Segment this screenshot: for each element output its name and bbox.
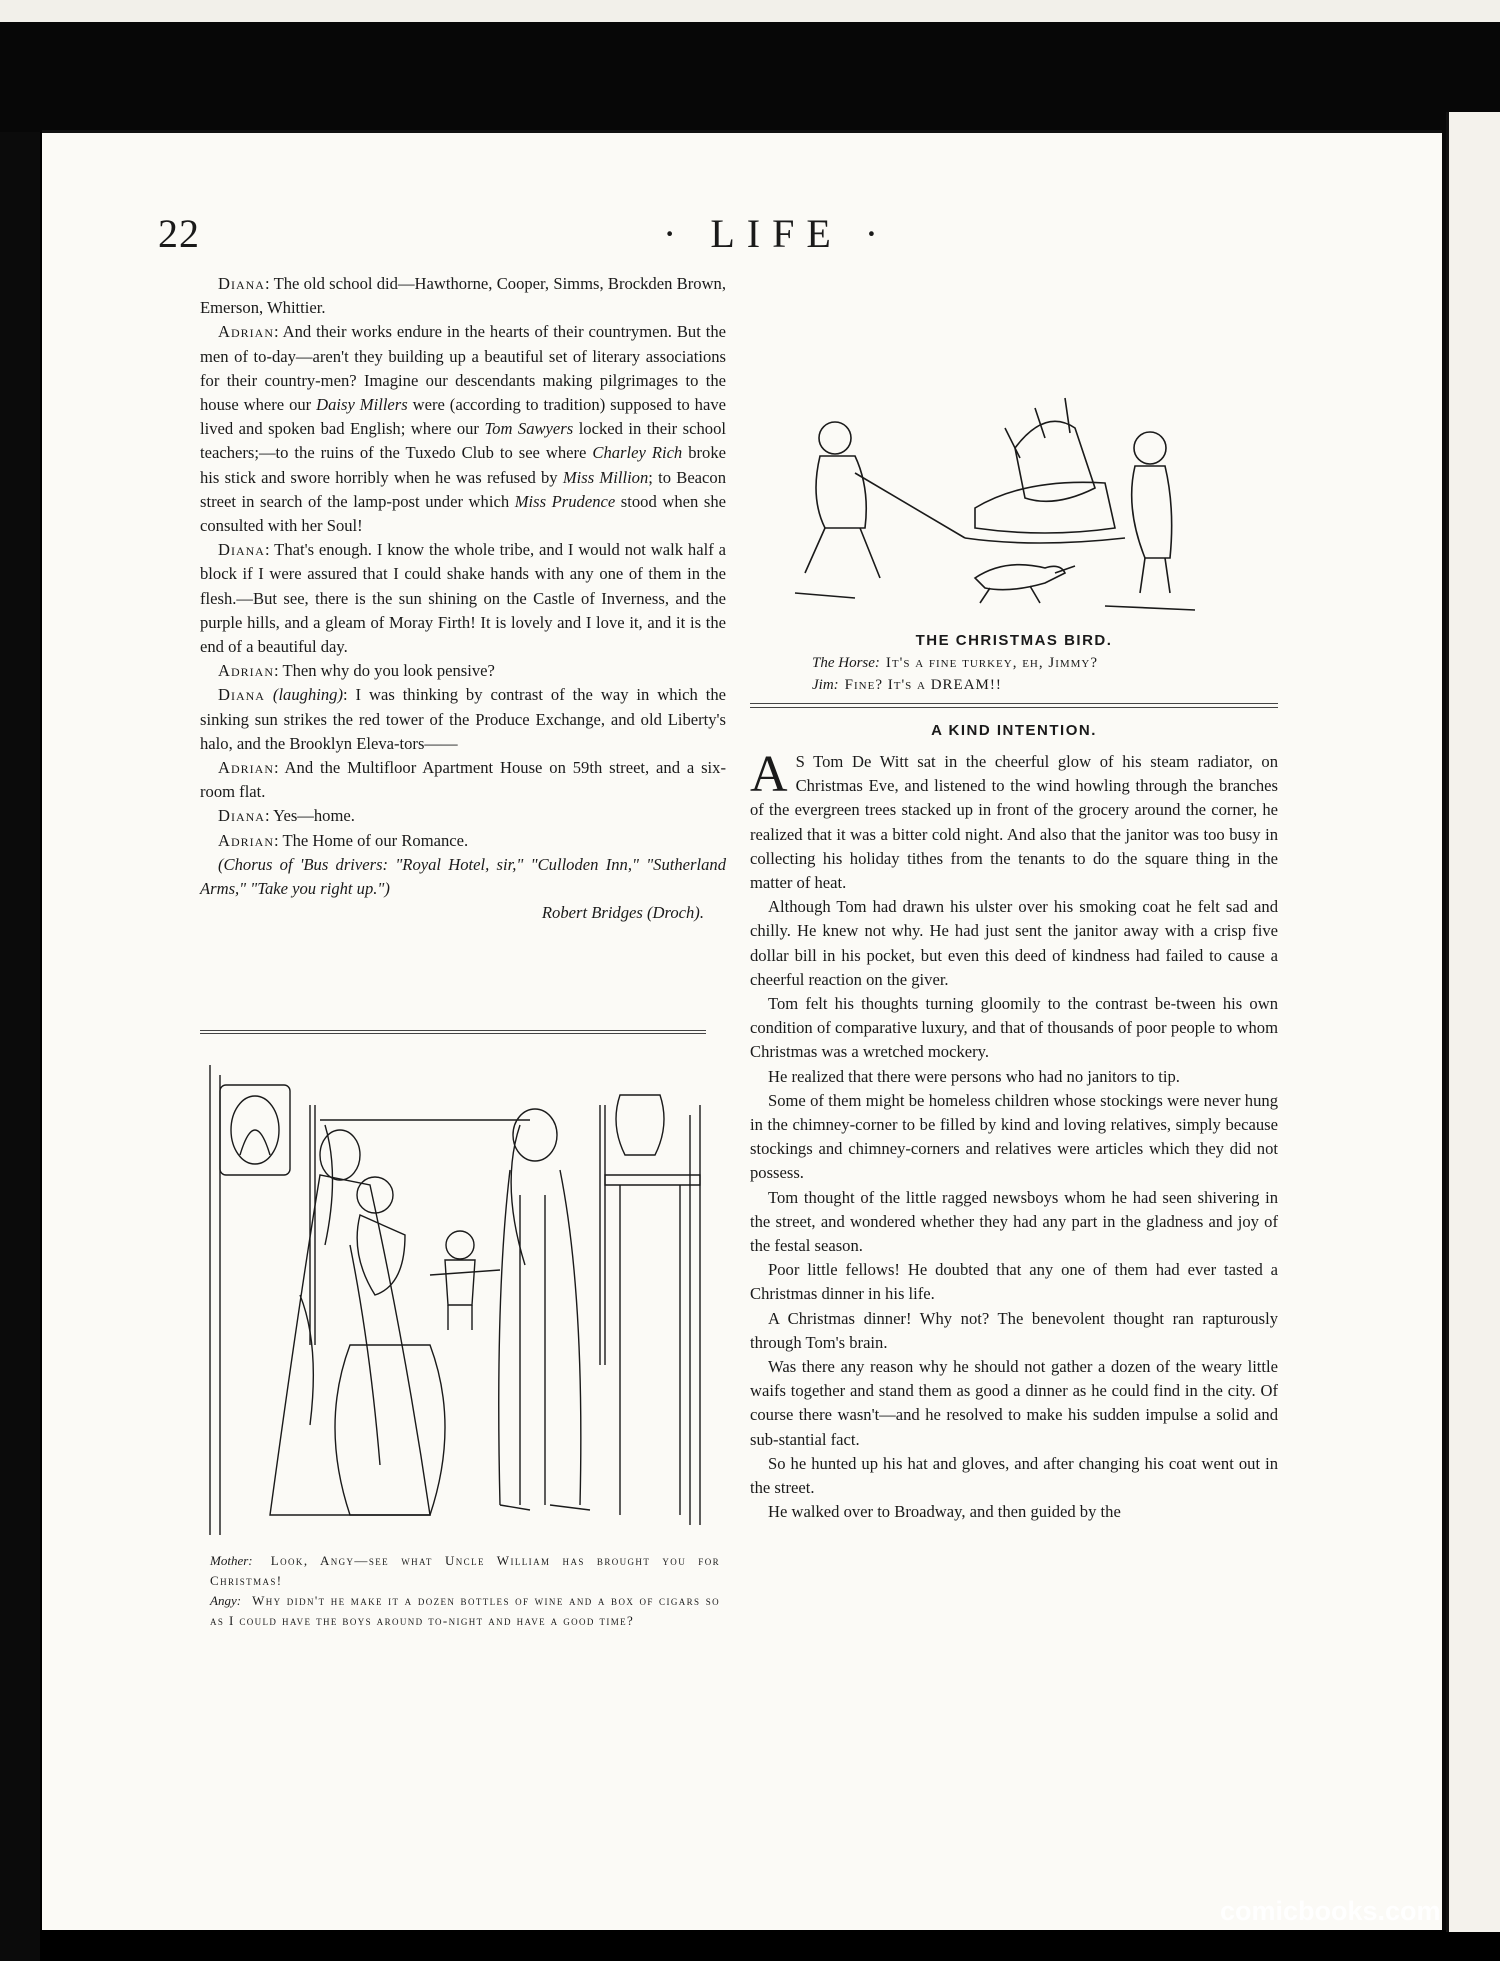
scan-border-left bbox=[0, 0, 40, 1961]
story-paragraph: Poor little fellows! He doubted that any one of them had ever tasted a Christmas dinner in his life. bbox=[750, 1260, 1278, 1304]
gift-cartoon-caption: Mother: Look, Angy—see what Uncle William has brought you for Christmas! Angy: Why didn't he make it a dozen bottles of wine and a box of cigars so as I could have the boys around to-night and have a good time? bbox=[210, 1553, 721, 1628]
site-watermark: comicbooks.com bbox=[1220, 1896, 1441, 1926]
dialogue-paragraph: Adrian: And the Multifloor Apartment House on 59th street, and a six-room flat. bbox=[200, 758, 726, 802]
christmas-gift-illustration bbox=[200, 1045, 720, 1545]
story-column bbox=[750, 746, 1278, 1525]
story-paragraph: Was there any reason why he should not gather a dozen of the weary little waifs together and stand them as good a dinner as he could find in the city. Of course there wasn't—and he resolved to make his sudden impulse a solid and sub-stantial fact. bbox=[750, 1357, 1278, 1449]
dialogue-paragraph: Diana (laughing): I was thinking by contrast of the way in which the sinking sun strikes the red tower of the Produce Exchange, and old Liberty's halo, and the Brooklyn Eleva-tors—— bbox=[200, 685, 726, 753]
dialogue-paragraph: Adrian: Then why do you look pensive? bbox=[218, 661, 495, 681]
drop-cap: A bbox=[750, 746, 788, 803]
dialogue-paragraph: Diana: The old school did—Hawthorne, Cooper, Simms, Brockden Brown, Emerson, Whittier. bbox=[200, 274, 726, 318]
story-paragraph: Tom felt his thoughts turning gloomily to the contrast be-tween his own condition of comparative luxury, and that of thousands of poor people to whom Christmas was a wretched mockery. bbox=[750, 994, 1278, 1062]
dialogue-paragraph: Diana: That's enough. I know the whole tribe, and I would not walk half a block if I were assured that I could shake hands with any one of them in the flesh.—But see, there is the sun shining on the Castle of Inverness, and the purple hills, and a gleam of Moray Firth! It is lovely and I love it, and it is the end of a beautiful day. bbox=[200, 540, 726, 657]
story-paragraph: Some of them might be homeless children whose stockings were never hung in the chimney-corner to be filled by kind and loving relatives, simply because stockings and chimney-corners and relatives were articles which they did not possess. bbox=[750, 1090, 1278, 1183]
dialogue-column bbox=[200, 272, 726, 925]
story-paragraph: So he hunted up his hat and gloves, and after changing his coat went out in the street. bbox=[750, 1453, 1278, 1498]
adjacent-page-edge bbox=[1446, 112, 1500, 1932]
dialogue-paragraph: Diana: Yes—home. bbox=[218, 806, 355, 826]
bird-cartoon-title: THE CHRISTMAS BIRD. bbox=[915, 632, 1113, 649]
page-header bbox=[158, 210, 1278, 266]
story-paragraph: He realized that there were persons who had no janitors to tip. bbox=[768, 1066, 1180, 1086]
story-heading: A KIND INTENTION. bbox=[931, 722, 1097, 739]
dialogue-paragraph: Adrian: And their works endure in the hearts of their countrymen. But the men of to-day—aren't they building up a beautiful set of literary associations for their country-men? Imagine our descendants making pilgrimages to the house where our Daisy Millers were (according to tradition) supposed to have lived and spoken bad English; where our Tom Sawyers locked in their school teachers;—to the ruins of the Tuxedo Club to see where Charley Rich broke his stick and swore horribly when he was refused by Miss Million; to Beacon street in search of the lamp-post under which Miss Prudence stood when she consulted with her Soul! bbox=[200, 322, 727, 536]
chorus-line: (Chorus of 'Bus drivers: "Royal Hotel, sir," "Culloden Inn," "Sutherland Arms," "Take you right up.") bbox=[200, 854, 726, 899]
author-signature: Robert Bridges (Droch). bbox=[541, 903, 704, 923]
story-paragraph: Tom thought of the little ragged newsboys whom he had seen shivering in the street, and wondered whether they had any part in the gladness and joy of the festal season. bbox=[750, 1187, 1278, 1256]
column-divider bbox=[200, 1030, 706, 1034]
page-number: 22 bbox=[158, 211, 200, 256]
bird-caption-line: Jim: Fine? It's a DREAM!! bbox=[812, 677, 1002, 693]
bird-caption-line: The Horse: It's a fine turkey, eh, Jimmy? bbox=[812, 655, 1099, 671]
christmas-bird-illustration bbox=[775, 388, 1215, 616]
story-paragraph: A S Tom De Witt sat in the cheerful glow of his steam radiator, on Christmas Eve, and listened to the wind howling through the branches of the evergreen trees stacked up in front of the grocery around the corner, he realized that it was a bitter cold night. And also that the janitor was too busy in collecting his holiday tithes from the tenants to do the square thing in the matter of heat. bbox=[750, 746, 1278, 893]
story-paragraph: A Christmas dinner! Why not? The benevolent thought ran rapturously through Tom's brain. bbox=[750, 1308, 1278, 1352]
scan-border-top bbox=[0, 22, 1500, 132]
section-divider bbox=[750, 703, 1278, 708]
story-paragraph: He walked over to Broadway, and then guided by the bbox=[768, 1502, 1121, 1522]
story-paragraph: Although Tom had drawn his ulster over his smoking coat he felt sad and chilly. He knew not why. He had just sent the janitor away with a crisp five dollar bill in his pocket, but even this deed of kindness had failed to cause a cheerful reaction on the giver. bbox=[750, 897, 1278, 989]
dialogue-paragraph: Adrian: The Home of our Romance. bbox=[218, 830, 469, 850]
magazine-title: · LIFE · bbox=[663, 211, 891, 256]
scan-border-top-light bbox=[0, 0, 1500, 22]
